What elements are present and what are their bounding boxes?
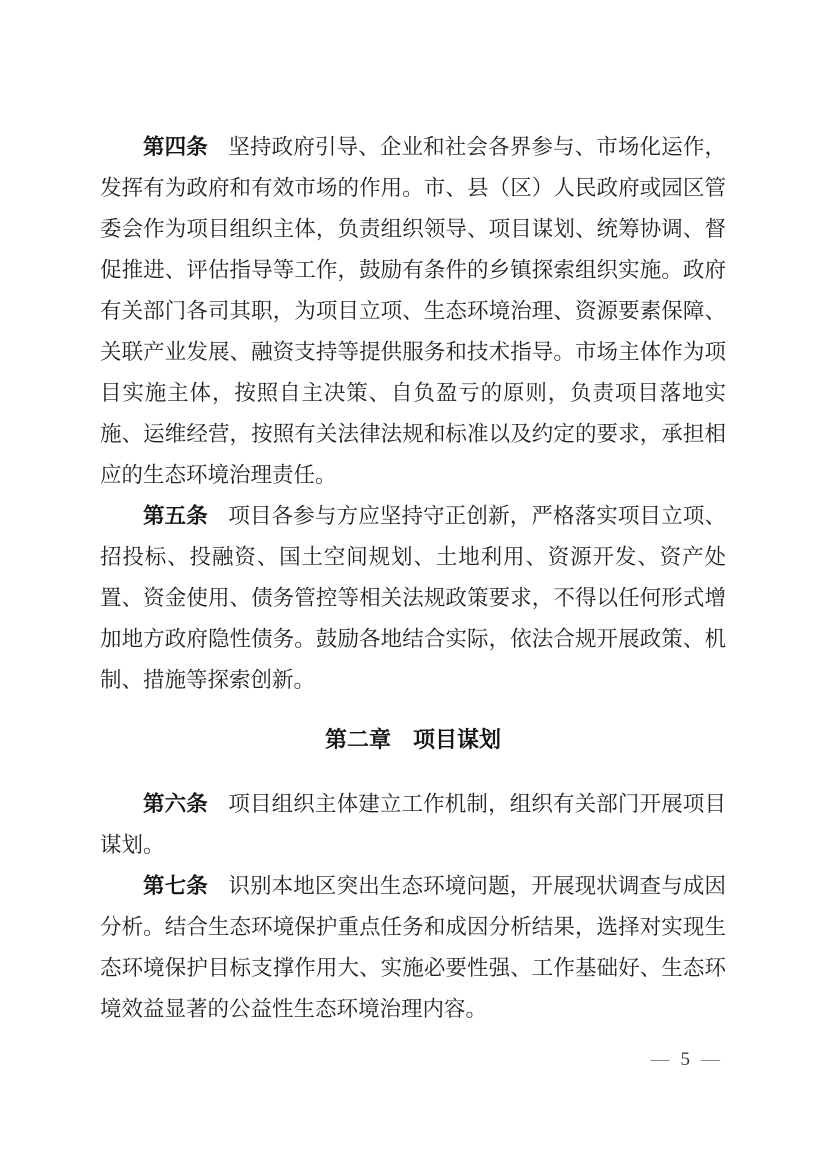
article-5-paragraph [100, 496, 726, 701]
page-number-right-dash: — [701, 1049, 720, 1070]
chapter-heading: 第二章 项目谋划 [324, 727, 501, 752]
article-7-text: 识别本地区突出生态环境问题，开展现状调查与成因分析。结合生态环境保护重点任务和成因分析结果，选择对实现生态环境保护目标支撑作用大、实施必要性强、工作基础好、生态环境效益显著的公益性生态环境治理内容。 [100, 874, 726, 1021]
document-body [100, 127, 726, 1030]
article-4-label: 第四条 [143, 135, 208, 159]
page-number-left-dash: — [650, 1049, 670, 1070]
article-7-paragraph [100, 866, 726, 1030]
page-number [651, 1049, 721, 1071]
page-number-value: 5 [680, 1049, 690, 1070]
article-4-paragraph [100, 127, 726, 496]
article-7-label: 第七条 [143, 874, 208, 898]
article-6-paragraph [100, 784, 726, 866]
article-5-text: 项目各参与方应坚持守正创新，严格落实项目立项、招投标、投融资、国土空间规划、土地利用、资源开发、资产处置、资金使用、债务管控等相关法规政策要求，不得以任何形式增加地方政府隐性债务。鼓励各地结合实际，依法合规开展政策、机制、措施等探索创新。 [100, 504, 726, 692]
article-5-label: 第五条 [143, 504, 208, 528]
article-6-label: 第六条 [143, 792, 208, 816]
article-6-text: 项目组织主体建立工作机制，组织有关部门开展项目谋划。 [100, 792, 726, 857]
article-4-text: 坚持政府引导、企业和社会各界参与、市场化运作，发挥有为政府和有效市场的作用。市、县（区）人民政府或园区管委会作为项目组织主体，负责组织领导、项目谋划、统筹协调、督促推进、评估指导等工作，鼓励有条件的乡镇探索组织实施。政府有关部门各司其职，为项目立项、生态环境治理、资源要素保障、关联产业发展、融资支持等提供服务和技术指导。市场主体作为项目实施主体，按照自主决策、自负盈亏的原则，负责项目落地实施、运维经营，按照有关法律法规和标准以及约定的要求，承担相应的生态环境治理责任。 [100, 135, 726, 487]
